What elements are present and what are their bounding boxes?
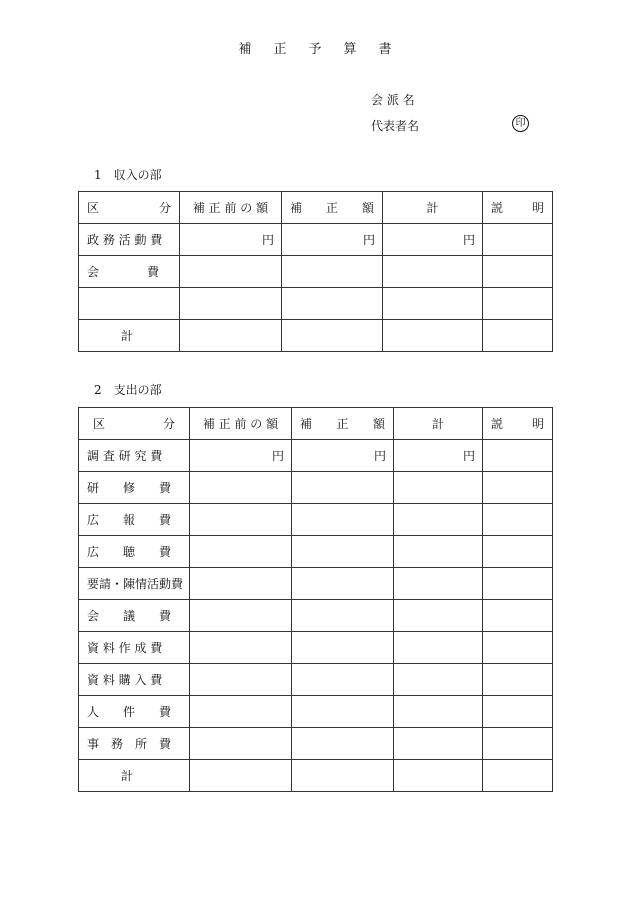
total-before[interactable] <box>190 760 292 792</box>
row-category: 研 修 費 <box>79 472 190 504</box>
total-total[interactable] <box>394 760 483 792</box>
row-before[interactable] <box>190 696 292 728</box>
row-before[interactable] <box>180 288 282 320</box>
header-total: 計 <box>394 408 483 440</box>
row-category: 事 務 所 費 <box>79 728 190 760</box>
table-row <box>79 256 553 288</box>
row-category: 政 務 活 動 費 <box>79 224 180 256</box>
row-amount[interactable] <box>292 696 394 728</box>
row-before[interactable]: 円 <box>190 440 292 472</box>
row-notes[interactable] <box>483 728 553 760</box>
row-before[interactable] <box>190 728 292 760</box>
row-notes[interactable] <box>483 600 553 632</box>
table-row <box>79 472 553 504</box>
row-notes[interactable] <box>483 536 553 568</box>
row-total[interactable] <box>394 632 483 664</box>
table-row <box>79 504 553 536</box>
header-notes: 説 明 <box>483 408 553 440</box>
title-char: 書 <box>378 42 392 57</box>
row-before[interactable] <box>190 632 292 664</box>
row-category: 広 聴 費 <box>79 536 190 568</box>
row-total[interactable] <box>394 504 483 536</box>
header-notes: 説 明 <box>483 192 553 224</box>
header-category: 区 分 <box>79 408 190 440</box>
row-notes[interactable] <box>483 224 553 256</box>
row-category: 会 費 <box>79 256 180 288</box>
row-total[interactable]: 円 <box>394 440 483 472</box>
row-amount[interactable] <box>282 256 383 288</box>
table-row <box>79 600 553 632</box>
income-table <box>78 191 553 352</box>
row-category: 人 件 費 <box>79 696 190 728</box>
table-row <box>79 440 553 472</box>
row-total[interactable] <box>394 536 483 568</box>
row-before[interactable] <box>190 664 292 696</box>
row-notes[interactable] <box>483 696 553 728</box>
income-total-row <box>79 320 553 352</box>
row-category: 資 料 作 成 費 <box>79 632 190 664</box>
row-notes[interactable] <box>483 568 553 600</box>
total-label: 計 <box>79 320 180 352</box>
representative-label: 代表者名 <box>371 119 420 133</box>
row-category: 調 査 研 究 費 <box>79 440 190 472</box>
title-char: 補 <box>238 42 252 57</box>
row-total[interactable] <box>394 600 483 632</box>
header-total: 計 <box>383 192 483 224</box>
row-notes[interactable] <box>483 632 553 664</box>
total-amount[interactable] <box>282 320 383 352</box>
total-total[interactable] <box>383 320 483 352</box>
row-total[interactable]: 円 <box>383 224 483 256</box>
table-row <box>79 632 553 664</box>
document-title <box>0 38 630 57</box>
row-total[interactable] <box>383 256 483 288</box>
table-row <box>79 664 553 696</box>
header-before: 補 正 前 の 額 <box>190 408 292 440</box>
row-category[interactable] <box>79 288 180 320</box>
row-amount[interactable] <box>292 728 394 760</box>
income-section-label: 1 収入の部 <box>94 168 162 182</box>
row-notes[interactable] <box>483 472 553 504</box>
table-row <box>79 696 553 728</box>
row-amount[interactable]: 円 <box>292 440 394 472</box>
row-notes[interactable] <box>483 440 553 472</box>
header-amount: 補 正 額 <box>292 408 394 440</box>
row-category: 会 議 費 <box>79 600 190 632</box>
total-before[interactable] <box>180 320 282 352</box>
row-before[interactable] <box>190 504 292 536</box>
row-amount[interactable] <box>292 664 394 696</box>
row-amount[interactable] <box>292 600 394 632</box>
header-before: 補 正 前 の 額 <box>180 192 282 224</box>
row-before[interactable]: 円 <box>180 224 282 256</box>
row-notes[interactable] <box>483 504 553 536</box>
row-total[interactable] <box>394 696 483 728</box>
total-label: 計 <box>79 760 190 792</box>
row-total[interactable] <box>383 288 483 320</box>
row-amount[interactable] <box>282 288 383 320</box>
header-amount: 補 正 額 <box>282 192 383 224</box>
row-amount[interactable] <box>292 568 394 600</box>
faction-name-label: 会 派 名 <box>371 93 415 107</box>
table-row <box>79 536 553 568</box>
table-row <box>79 568 553 600</box>
row-total[interactable] <box>394 568 483 600</box>
table-row <box>79 728 553 760</box>
expense-table <box>78 407 553 792</box>
expense-header-row <box>79 408 553 440</box>
title-char: 予 <box>308 42 322 57</box>
total-amount[interactable] <box>292 760 394 792</box>
total-notes[interactable] <box>483 320 553 352</box>
row-category: 要請・陳情活動費 <box>79 568 190 600</box>
header-category: 区 分 <box>79 192 180 224</box>
table-row <box>79 224 553 256</box>
row-total[interactable] <box>394 472 483 504</box>
title-char: 正 <box>273 42 287 57</box>
row-before[interactable] <box>190 536 292 568</box>
row-notes[interactable] <box>483 664 553 696</box>
row-category: 広 報 費 <box>79 504 190 536</box>
row-before[interactable] <box>190 472 292 504</box>
row-amount[interactable] <box>292 472 394 504</box>
table-row <box>79 288 553 320</box>
row-before[interactable] <box>190 568 292 600</box>
row-amount[interactable] <box>292 632 394 664</box>
row-notes[interactable] <box>483 288 553 320</box>
expense-total-row <box>79 760 553 792</box>
row-before[interactable] <box>190 600 292 632</box>
row-total[interactable] <box>394 728 483 760</box>
row-before[interactable] <box>180 256 282 288</box>
total-notes[interactable] <box>483 760 553 792</box>
row-amount[interactable] <box>292 504 394 536</box>
row-amount[interactable] <box>292 536 394 568</box>
seal-mark: 印 <box>512 115 529 132</box>
expense-section-label: 2 支出の部 <box>94 383 162 397</box>
row-category: 資 料 購 入 費 <box>79 664 190 696</box>
title-char: 算 <box>343 42 357 57</box>
income-header-row <box>79 192 553 224</box>
row-notes[interactable] <box>483 256 553 288</box>
row-amount[interactable]: 円 <box>282 224 383 256</box>
row-total[interactable] <box>394 664 483 696</box>
